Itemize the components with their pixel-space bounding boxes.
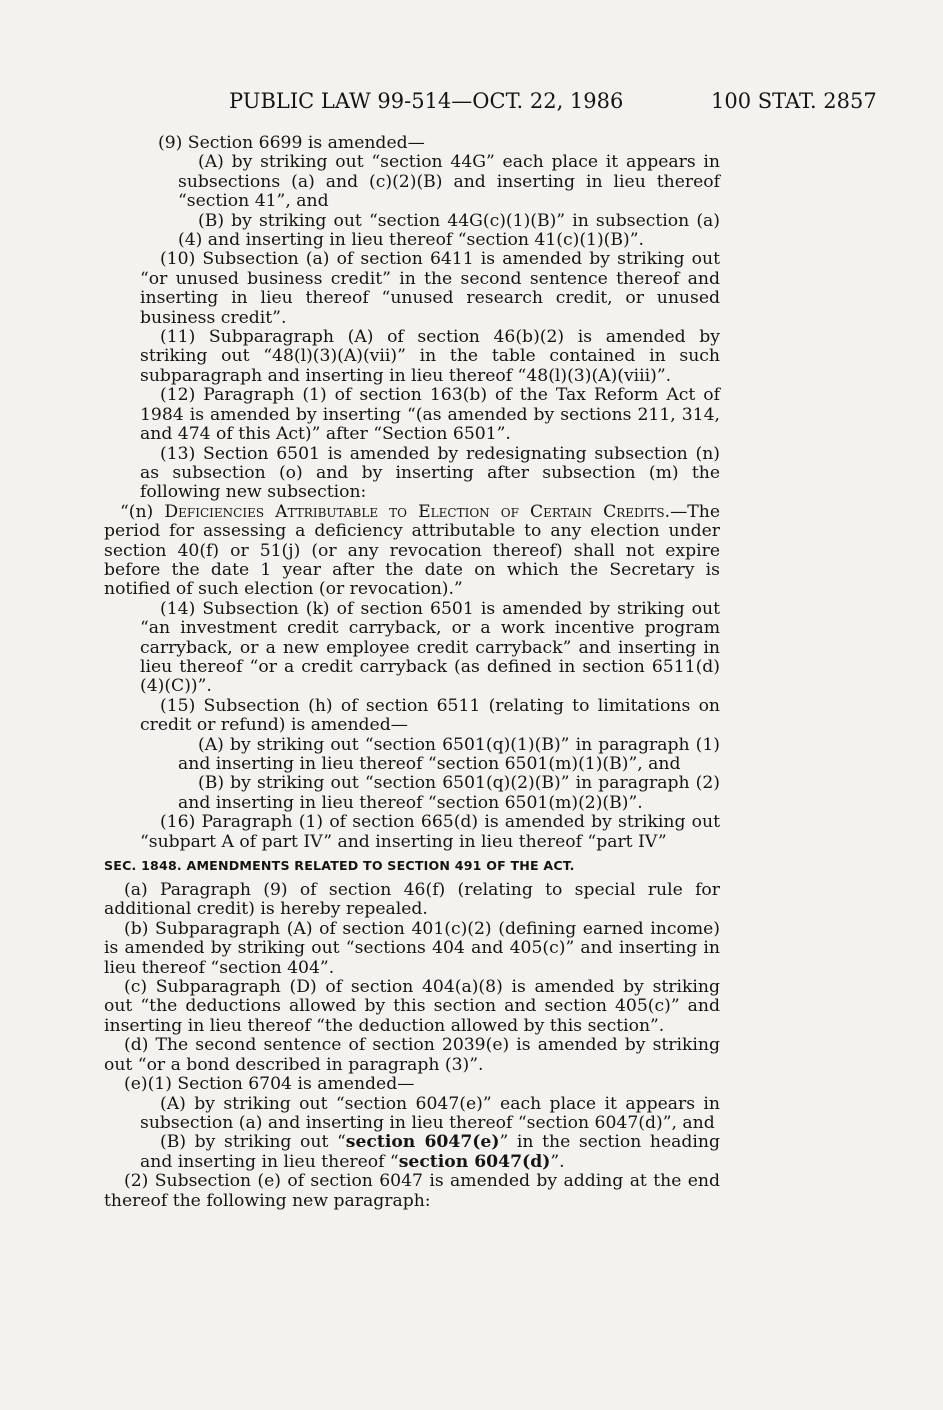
quote-text: .—The period for assessing a deficiency attributable to any election under section 40(f) or 51(j) (or any revocation thereof) shall not expire before the date 1 year after the date on which the Secretary is notified of such election (or revocation).” — [104, 501, 720, 600]
paragraph-12: (12) Paragraph (1) of section 163(b) of the Tax Reform Act of 1984 is amended by inserting “(as amended by sections 211, 314, and 474 of this Act)” after “Section 6501”. — [140, 385, 720, 445]
e1b-bold-1: section 6047(e) — [345, 1132, 500, 1153]
paragraph-16: (16) Paragraph (1) of section 665(d) is amended by striking out “subpart A of part IV” and inserting in lieu thereof “part IV” — [140, 812, 720, 852]
paragraph-10: (10) Subsection (a) of section 6411 is amended by striking out “or unused business credit” in the second sentence thereof and inserting in lieu thereof “unused research credit, or unused business credit”. — [140, 249, 720, 328]
subparagraph-e1a: (A) by striking out “section 6047(e)” each place it appears in subsection (a) and inserting in lieu thereof “section 6047(d)”, and — [140, 1093, 720, 1133]
subsection-e1: (e)(1) Section 6704 is amended— — [124, 1074, 415, 1095]
section-heading: SEC. 1848. AMENDMENTS RELATED TO SECTION 491 OF THE ACT. — [104, 858, 575, 874]
e1b-post: ”. — [550, 1151, 565, 1172]
subparagraph-9b: (B) by striking out “section 44G(c)(1)(B)” in subsection (a)(4) and inserting in lieu thereof “section 41(c)(1)(B)”. — [178, 210, 720, 251]
subsection-a: (a) Paragraph (9) of section 46(f) (relating to special rule for additional credit) is hereby repealed. — [104, 880, 720, 920]
subparagraph-9a: (A) by striking out “section 44G” each place it appears in subsections (a) and (c)(2)(B) and inserting in lieu thereof “section 41”, and — [178, 152, 720, 212]
paragraph-15: (15) Subsection (h) of section 6511 (relating to limitations on credit or refund) is amended— — [140, 695, 720, 736]
subsection-c: (c) Subparagraph (D) of section 404(a)(8) is amended by striking out “the deductions allowed by this section and section 405(c)” and inserting in lieu thereof “the deduction allowed by this section”. — [104, 977, 720, 1036]
quote-heading: Deficiencies Attributable to Election of Certain Credits — [164, 501, 665, 522]
subparagraph-15a: (A) by striking out “section 6501(q)(1)(B)” in paragraph (1) and inserting in lieu thereof “section 6501(m)(1)(B)”, and — [178, 734, 720, 774]
e1b-mid: ” in the section heading and inserting in lieu thereof “ — [140, 1132, 720, 1172]
subsection-e2: (2) Subsection (e) of section 6047 is amended by adding at the end thereof the following new paragraph: — [104, 1171, 720, 1211]
quoted-subsection-n — [104, 503, 720, 600]
running-header-title: PUBLIC LAW 99-514—OCT. 22, 1986 — [229, 89, 624, 113]
page-citation: 100 STAT. 2857 — [711, 89, 877, 113]
subparagraph-15b: (B) by striking out “section 6501(q)(2)(B)” in paragraph (2) and inserting in lieu thereof “section 6501(m)(2)(B)”. — [178, 773, 720, 813]
paragraph-9: (9) Section 6699 is amended— — [158, 133, 425, 153]
paragraph-14: (14) Subsection (k) of section 6501 is amended by striking out “an investment credit carryback, or a work incentive program carryback, or a new employee credit carryback” and inserting in lieu thereof “or a credit carryback (as defined in section 6511(d)(4)(C))”. — [140, 598, 720, 697]
statute-body — [104, 134, 720, 1211]
e1b-bold-2: section 6047(d) — [398, 1151, 551, 1172]
paragraph-11: (11) Subparagraph (A) of section 46(b)(2) is amended by striking out “48(l)(3)(A)(vii)” in the table contained in such subparagraph and inserting in lieu thereof “48(l)(3)(A)(viii)”. — [140, 327, 720, 386]
e1b-pre: (B) by striking out “ — [160, 1132, 346, 1153]
paragraph-13: (13) Section 6501 is amended by redesignating subsection (n) as subsection (o) and by inserting after subsection (m) the following new subsection: — [140, 443, 720, 503]
subsection-d: (d) The second sentence of section 2039(e) is amended by striking out “or a bond described in paragraph (3)”. — [104, 1035, 720, 1075]
subparagraph-e1b — [104, 1133, 720, 1172]
subsection-b: (b) Subparagraph (A) of section 401(c)(2) (defining earned income) is amended by striking out “sections 404 and 405(c)” and inserting in lieu thereof “section 404”. — [104, 918, 720, 978]
quote-lead: “(n) — [120, 501, 165, 522]
